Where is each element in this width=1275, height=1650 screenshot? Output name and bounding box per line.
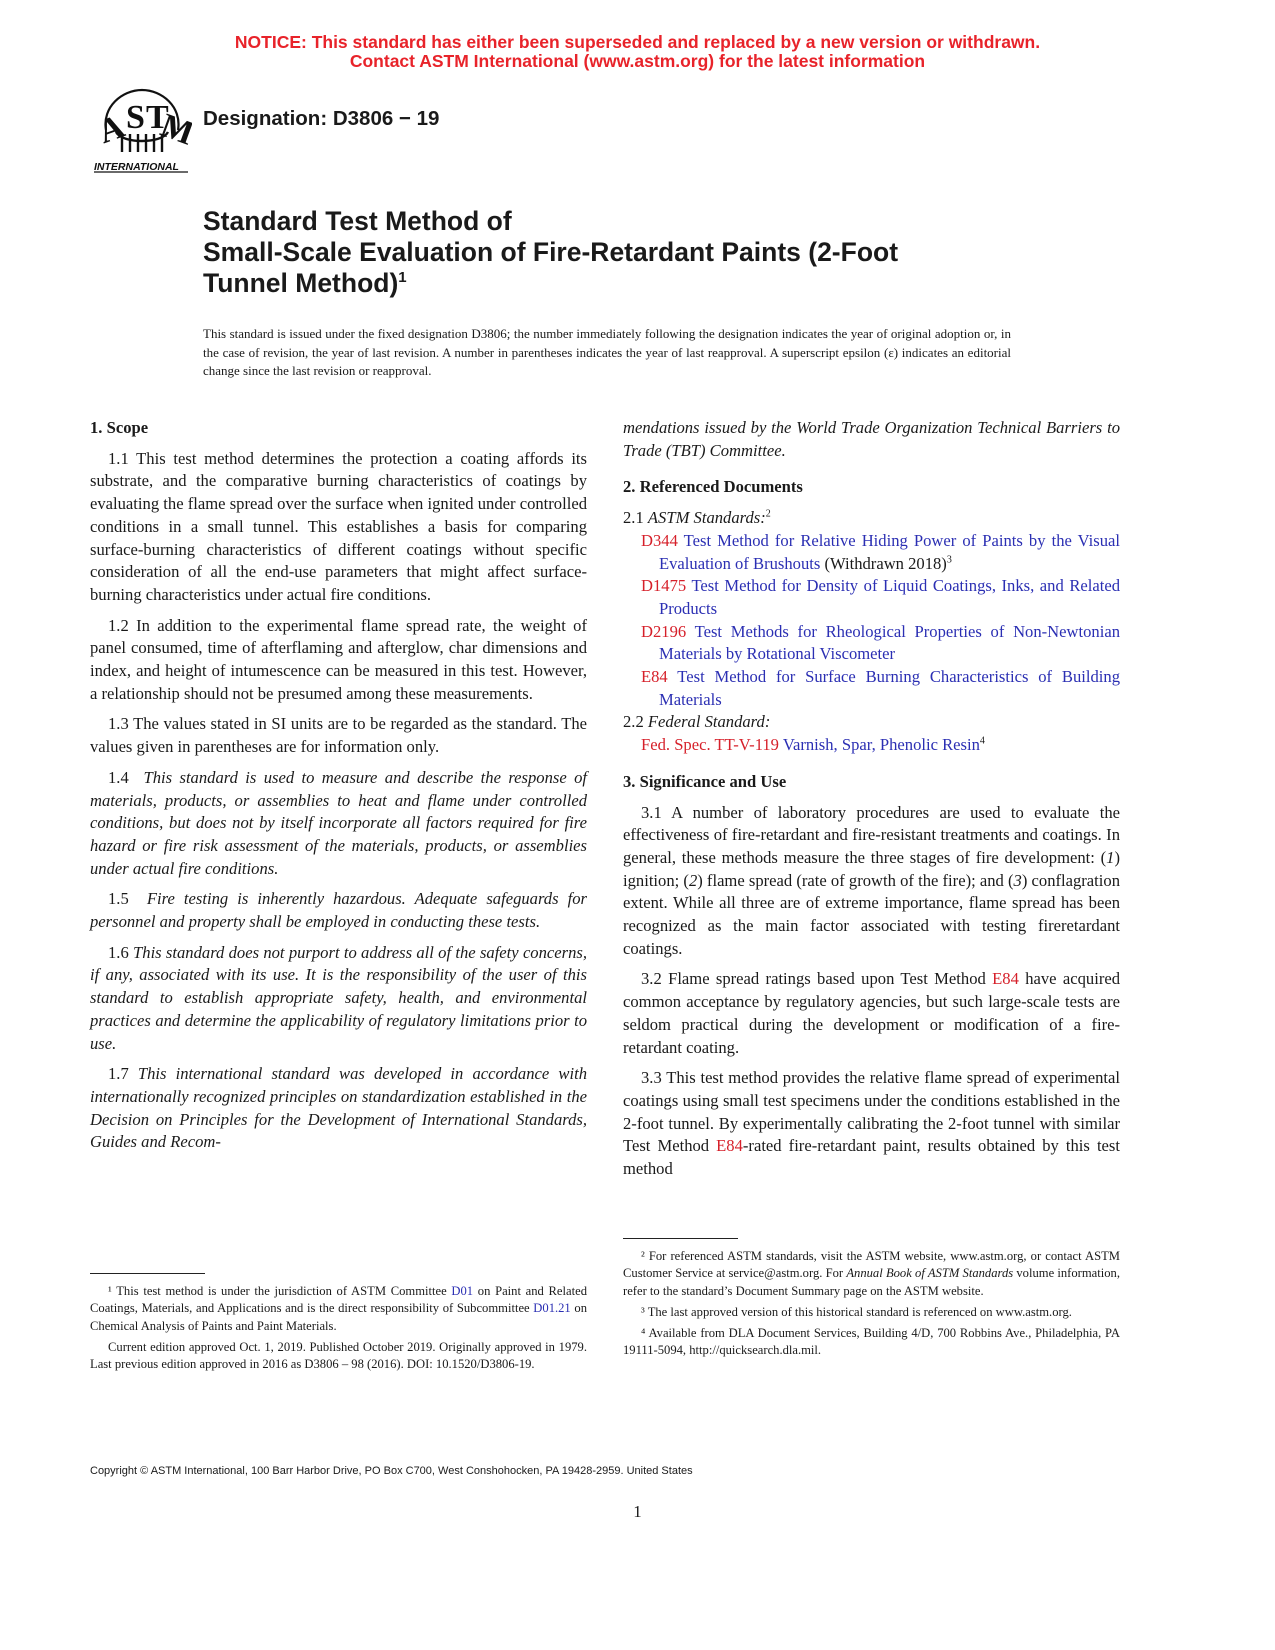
reference-suffix: (Withdrawn 2018) <box>820 553 947 573</box>
paragraph-1-4-text: This standard is used to measure and describe the response of materials, products, or assemblies to heat and flame under controlled conditions, but does not by itself incorporate all factors required for fire hazard or fire risk assessment of the materials, products, or assemblies under actual fire conditions. <box>90 767 587 878</box>
reference-footnote: 3 <box>946 553 952 565</box>
p3-1-i1: 1 <box>1106 847 1115 867</box>
p3-3-b: -rated fire-retardant paint, results obtained by this test method <box>623 1136 1120 1179</box>
reference-item[interactable] <box>623 621 1120 666</box>
federal-reference-item[interactable] <box>623 734 1120 757</box>
reference-title[interactable]: Test Methods for Rheological Properties of Non-Newtonian Materials by Rotational Viscometer <box>659 621 1120 664</box>
reference-code[interactable]: D1475 <box>641 576 687 596</box>
paragraph-1-4 <box>90 767 587 881</box>
paragraph-1-4-num: 1.4 <box>108 767 129 787</box>
paragraph-1-7 <box>90 1063 587 1154</box>
e84-link[interactable]: E84 <box>992 969 1019 989</box>
e84-link[interactable]: E84 <box>716 1136 743 1156</box>
notice-line-2: Contact ASTM International (www.astm.org) for the latest information <box>349 51 926 71</box>
designation: Designation: D3806 − 19 <box>203 107 440 130</box>
superseded-notice <box>0 33 1275 71</box>
federal-code[interactable]: Fed. Spec. TT-V-119 <box>641 735 779 755</box>
astm-label-footnote: 2 <box>765 508 771 520</box>
reference-title[interactable]: Test Method for Relative Hiding Power of Paints by the Visual Evaluation of Brushouts <box>659 530 1120 573</box>
footnote-1 <box>90 1283 587 1335</box>
reference-code[interactable]: D2196 <box>641 621 687 641</box>
paragraph-1-3: 1.3 The values stated in SI units are to be regarded as the standard. The values given in parentheses are for information only. <box>90 714 587 757</box>
footnotes-left <box>90 1283 587 1377</box>
footnote-rule-left <box>90 1273 205 1274</box>
paragraph-1-7-num: 1.7 <box>108 1064 129 1084</box>
subcommittee-link[interactable]: D01.21 <box>533 1301 571 1316</box>
federal-label-num: 2.2 <box>623 712 644 732</box>
footnote-rule-right <box>623 1238 738 1239</box>
p3-2-b: have acquired common acceptance by regulatory agencies, but such large-scale tests are seldom practical during the development or modification of a fire-retardant coating. <box>623 969 1121 1057</box>
reference-title[interactable]: Test Method for Density of Liquid Coatings, Inks, and Related Products <box>659 576 1121 618</box>
paragraph-1-6 <box>90 942 587 1056</box>
issued-note: This standard is issued under the fixed designation D3806; the number immediately following the designation indicates the year of original adoption or, in the case of revision, the year of last revision. A number in parentheses indicates the year of last reapproval. A superscript epsilon (ε) indicates an editorial change since the last revision or reapproval. <box>203 326 1011 378</box>
federal-title[interactable]: Varnish, Spar, Phenolic Resin <box>782 735 980 755</box>
paragraph-1-7-text: This international standard was developed in accordance with internationally recognized principles on standardization established in the Decision on Principles for the Development of International Standards, Guides and Recom- <box>90 1064 587 1152</box>
paragraph-1-6-text: This standard does not purport to address all of the safety concerns, if any, associated with its use. It is the responsibility of the user of this standard to establish appropriate safety, health, and environmental practices and determine the applicability of regulatory limitations prior to use. <box>90 942 587 1053</box>
footnote-4: ⁴ Available from DLA Document Services, Building 4/D, 700 Robbins Ave., Philadelphia, PA 19111-5094, http://quicksearch.dla.mil. <box>623 1326 1120 1358</box>
paragraph-3-2 <box>623 968 1120 1059</box>
footnote-2-text-b: volume information, refer to the standard’s Document Summary page on the ASTM website. <box>623 1266 1120 1298</box>
p3-1-c: ) flame spread (rate of growth of the fire); and ( <box>697 870 1014 890</box>
footnote-3: ³ The last approved version of this historical standard is referenced on www.astm.org. <box>641 1304 1072 1319</box>
astm-label-text: ASTM Standards: <box>647 508 766 528</box>
title-line-1: Standard Test Method of <box>203 206 512 236</box>
reference-item[interactable] <box>623 666 1120 711</box>
left-column <box>90 417 587 1162</box>
title-line-2: Small-Scale Evaluation of Fire-Retardant Paints (2-Foot <box>203 237 899 267</box>
paragraph-1-1: 1.1 This test method determines the protection a coating affords its substrate, and the comparative burning characteristics of coatings by evaluating the flame spread over the surface when ignited under controlled conditions in a small tunnel. This establishes a basis for comparing surface-burning characteristics of different coatings without specific consideration of all the end-use parameters that might affect surface-burning characteristics under actual fire conditions. <box>90 448 587 604</box>
reference-item[interactable] <box>623 575 1120 620</box>
page-number: 1 <box>633 1502 642 1521</box>
astm-label-num: 2.1 <box>623 508 644 528</box>
paragraph-1-6-num: 1.6 <box>108 942 129 962</box>
footnote-1-text-b: on Paint and Related Coatings, Materials, and Applications and is the direct responsibility of Subcommittee <box>90 1284 587 1316</box>
footnote-2-italic: Annual Book of ASTM Standards <box>846 1266 1014 1281</box>
svg-text:A: A <box>93 107 130 152</box>
paragraph-1-5-num: 1.5 <box>108 889 129 909</box>
svg-text:S: S <box>126 99 145 136</box>
p3-1-i3: 3 <box>1013 870 1022 890</box>
astm-logo-icon <box>92 82 192 182</box>
p3-1-i2: 2 <box>688 870 698 890</box>
footnote-1-edition: Current edition approved Oct. 1, 2019. Published October 2019. Originally approved in 1979. Last previous edition approved in 2016 as D3806 – 98 (2016). DOI: 10.1520/D3806-19. <box>90 1339 587 1372</box>
section-heading-significance: 3. Significance and Use <box>623 771 787 791</box>
footnote-2 <box>623 1248 1120 1300</box>
footnotes-right <box>623 1248 1120 1364</box>
reference-title[interactable]: Test Method for Surface Burning Characteristics of Building Materials <box>659 667 1120 709</box>
reference-code[interactable]: D344 <box>641 530 678 550</box>
paragraph-1-7-continued <box>623 417 1120 462</box>
astm-standards-label <box>623 507 1120 530</box>
committee-link[interactable]: D01 <box>451 1284 474 1298</box>
p3-2-a: 3.2 Flame spread ratings based upon Test Method <box>641 969 993 989</box>
paragraph-1-5-text: Fire testing is inherently hazardous. Adequate safeguards for personnel and property shall be employed in conducting these tests. <box>90 889 587 932</box>
copyright-line: Copyright © ASTM International, 100 Barr Harbor Drive, PO Box C700, West Conshohocken, PA 19428-2959. United States <box>90 1465 693 1477</box>
p3-1-b: ) ignition; ( <box>623 847 1120 890</box>
logo-text: INTERNATIONAL <box>94 161 179 173</box>
title-line-3 <box>203 268 1083 299</box>
paragraph-3-3 <box>623 1067 1120 1181</box>
document-title <box>203 206 1083 299</box>
footnote-1-text-a: ¹ This test method is under the jurisdiction of ASTM Committee <box>108 1284 452 1298</box>
title-footnote-mark: 1 <box>398 269 407 287</box>
footnote-1-text-c: on Chemical Analysis of Paints and Paint Materials. <box>90 1301 587 1333</box>
section-heading-referenced: 2. Referenced Documents <box>623 477 803 497</box>
footnote-2-text-a: ² For referenced ASTM standards, visit the ASTM website, www.astm.org, or contact ASTM Customer Service at service@astm.org. For <box>623 1249 1120 1281</box>
paragraph-1-5 <box>90 888 587 933</box>
federal-footnote: 4 <box>979 735 985 747</box>
paragraph-1-7-continued-text: mendations issued by the World Trade Organization Technical Barriers to Trade (TBT) Committee. <box>623 418 1120 460</box>
paragraph-3-1 <box>623 802 1120 961</box>
notice-line-1: NOTICE: This standard has either been superseded and replaced by a new version or withdrawn. <box>234 32 1041 52</box>
p3-3-a: 3.3 This test method provides the relative flame spread of experimental coatings using small test specimens under the conditions established in the 2-foot tunnel. By experimentally calibrating the 2-foot tunnel with similar Test Method <box>623 1068 1120 1156</box>
reference-code[interactable]: E84 <box>641 667 668 687</box>
p3-1-d: ) conflagration extent. While all three are of extreme importance, flame spread has been recognized as the main factor associated with testing fireretardant coatings. <box>623 870 1120 958</box>
paragraph-1-2: 1.2 In addition to the experimental flame spread rate, the weight of panel consumed, time of afterflaming and afterglow, char dimensions and index, and height of intumescence can be measured in this test. However, a relationship should not be presumed among these measurements. <box>90 615 587 703</box>
p3-1-a: 3.1 A number of laboratory procedures are used to evaluate the effectiveness of fire-retardant and fire-resistant treatments and coatings. In general, these methods measure the three stages of fire development: ( <box>623 802 1120 867</box>
reference-item[interactable] <box>623 530 1120 575</box>
svg-text:T: T <box>146 99 169 136</box>
right-column <box>623 417 1120 1189</box>
federal-label-text: Federal Standard: <box>647 712 771 732</box>
section-heading-scope: 1. Scope <box>90 418 149 437</box>
svg-text:M: M <box>155 106 192 153</box>
federal-standard-label <box>623 711 1120 734</box>
title-line-3-text: Tunnel Method) <box>203 268 399 298</box>
